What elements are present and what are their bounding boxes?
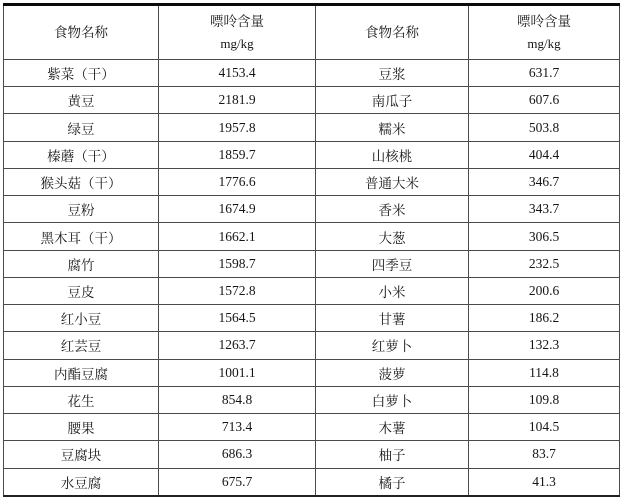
table-row (4, 196, 620, 223)
purine-value-cell: 114.8 (469, 359, 620, 386)
purine-value-cell: 4153.4 (159, 60, 316, 87)
purine-value-cell: 104.5 (469, 414, 620, 441)
header-food-name-right (316, 5, 469, 60)
food-name-cell: 红小豆 (4, 305, 159, 332)
food-name-cell: 小米 (316, 277, 469, 304)
table-row (4, 468, 620, 496)
table-row (4, 332, 620, 359)
table-row (4, 114, 620, 141)
table-row (4, 305, 620, 332)
purine-value-cell: 503.8 (469, 114, 620, 141)
header-purine-content-right (469, 5, 620, 60)
food-name-cell: 橘子 (316, 468, 469, 496)
table-row (4, 60, 620, 87)
purine-value-cell: 109.8 (469, 386, 620, 413)
table-row (4, 277, 620, 304)
food-name-cell: 香米 (316, 196, 469, 223)
purine-value-cell: 1564.5 (159, 305, 316, 332)
food-name-cell: 木薯 (316, 414, 469, 441)
food-name-label: 食物名称 (54, 24, 108, 40)
purine-value-cell: 343.7 (469, 196, 620, 223)
food-name-cell: 菠萝 (316, 359, 469, 386)
food-name-cell: 腰果 (4, 414, 159, 441)
food-name-cell: 豆粉 (4, 196, 159, 223)
table-header (4, 5, 620, 60)
food-name-cell: 山核桃 (316, 141, 469, 168)
purine-value-cell: 404.4 (469, 141, 620, 168)
food-name-cell: 白萝卜 (316, 386, 469, 413)
purine-content-table (3, 3, 620, 497)
food-name-cell: 豆腐块 (4, 441, 159, 468)
table-row (4, 359, 620, 386)
purine-unit-label: mg/kg (220, 36, 254, 52)
purine-value-cell: 232.5 (469, 250, 620, 277)
table-row (4, 87, 620, 114)
purine-content-label: 嘌呤含量 (210, 13, 264, 29)
food-name-cell: 紫菜（干） (4, 60, 159, 87)
purine-value-cell: 200.6 (469, 277, 620, 304)
food-name-cell: 腐竹 (4, 250, 159, 277)
purine-value-cell: 607.6 (469, 87, 620, 114)
purine-value-cell: 2181.9 (159, 87, 316, 114)
table-row (4, 250, 620, 277)
food-name-cell: 大葱 (316, 223, 469, 250)
food-name-cell: 四季豆 (316, 250, 469, 277)
food-name-cell: 黄豆 (4, 87, 159, 114)
food-name-cell: 柚子 (316, 441, 469, 468)
food-name-cell: 红芸豆 (4, 332, 159, 359)
food-name-cell: 豆皮 (4, 277, 159, 304)
purine-value-cell: 854.8 (159, 386, 316, 413)
purine-value-cell: 186.2 (469, 305, 620, 332)
purine-value-cell: 1263.7 (159, 332, 316, 359)
purine-value-cell: 41.3 (469, 468, 620, 496)
table-row (4, 168, 620, 195)
header-purine-content-left (159, 5, 316, 60)
table-row (4, 141, 620, 168)
purine-content-table-container (3, 3, 619, 497)
purine-value-cell: 686.3 (159, 441, 316, 468)
purine-value-cell: 1662.1 (159, 223, 316, 250)
food-name-cell: 黑木耳（干） (4, 223, 159, 250)
food-name-cell: 豆浆 (316, 60, 469, 87)
purine-value-cell: 1776.6 (159, 168, 316, 195)
table-body (4, 60, 620, 497)
food-name-cell: 绿豆 (4, 114, 159, 141)
purine-value-cell: 713.4 (159, 414, 316, 441)
food-name-cell: 榛蘑（干） (4, 141, 159, 168)
purine-value-cell: 1859.7 (159, 141, 316, 168)
food-name-cell: 内酯豆腐 (4, 359, 159, 386)
purine-value-cell: 83.7 (469, 441, 620, 468)
food-name-cell: 水豆腐 (4, 468, 159, 496)
food-name-cell: 糯米 (316, 114, 469, 141)
food-name-cell: 花生 (4, 386, 159, 413)
purine-value-cell: 132.3 (469, 332, 620, 359)
purine-content-label: 嘌呤含量 (517, 13, 571, 29)
table-row (4, 414, 620, 441)
purine-value-cell: 1598.7 (159, 250, 316, 277)
header-food-name-left (4, 5, 159, 60)
food-name-cell: 普通大米 (316, 168, 469, 195)
food-name-cell: 甘薯 (316, 305, 469, 332)
purine-value-cell: 631.7 (469, 60, 620, 87)
purine-value-cell: 1957.8 (159, 114, 316, 141)
table-row (4, 441, 620, 468)
purine-value-cell: 675.7 (159, 468, 316, 496)
header-row (4, 5, 620, 60)
purine-value-cell: 1674.9 (159, 196, 316, 223)
food-name-cell: 红萝卜 (316, 332, 469, 359)
food-name-label: 食物名称 (365, 24, 419, 40)
purine-value-cell: 306.5 (469, 223, 620, 250)
purine-unit-label: mg/kg (527, 36, 561, 52)
purine-value-cell: 346.7 (469, 168, 620, 195)
table-row (4, 223, 620, 250)
purine-value-cell: 1572.8 (159, 277, 316, 304)
food-name-cell: 南瓜子 (316, 87, 469, 114)
purine-value-cell: 1001.1 (159, 359, 316, 386)
table-row (4, 386, 620, 413)
food-name-cell: 猴头菇（干） (4, 168, 159, 195)
